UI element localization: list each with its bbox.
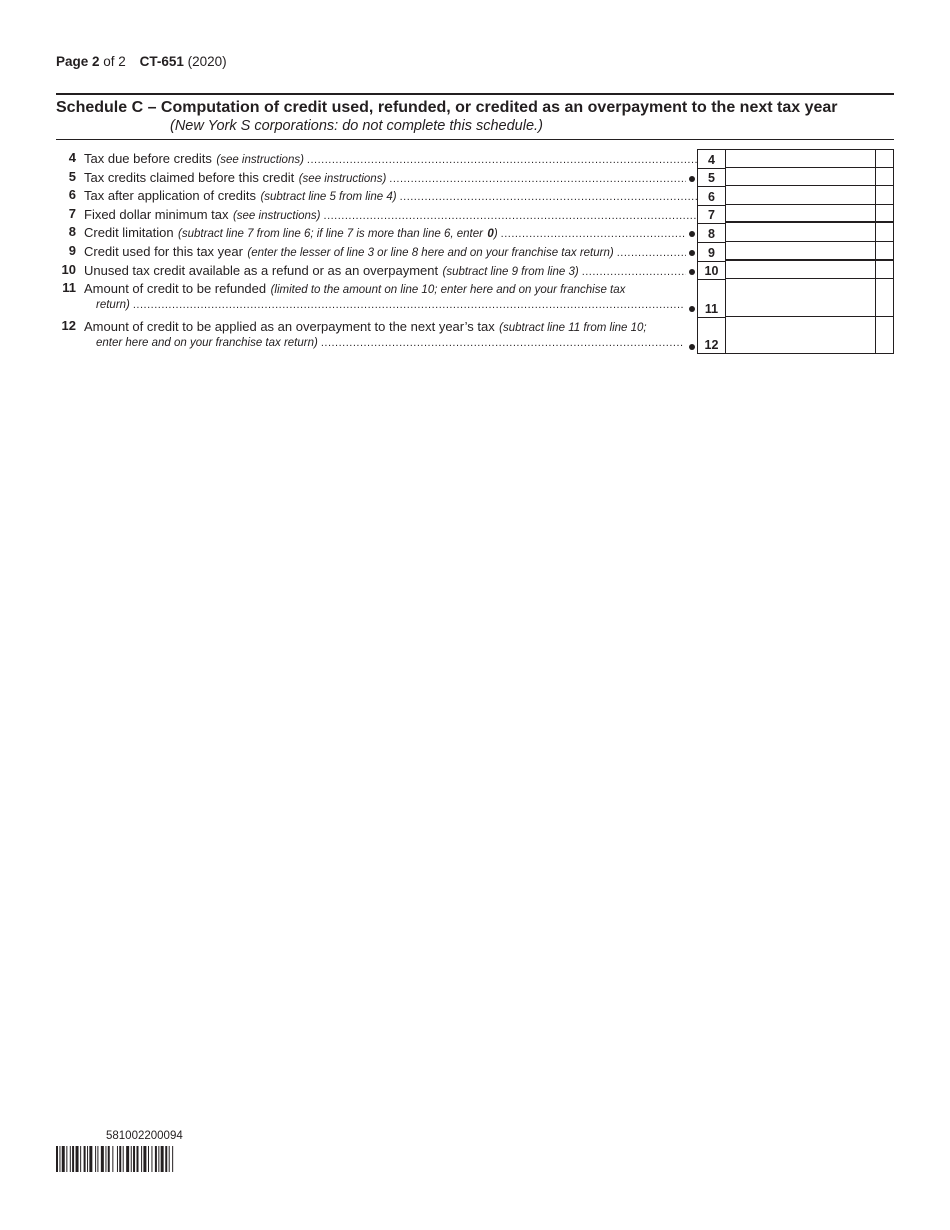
bullet-icon: [689, 344, 695, 350]
leader-dots: [307, 154, 724, 166]
cents-field-line-12[interactable]: [876, 317, 894, 354]
box-number: 10: [697, 261, 726, 280]
leader-dots: [582, 266, 686, 278]
box-number: 7: [697, 205, 726, 224]
cents-field-line-7[interactable]: [876, 205, 894, 224]
cents-field-line-5[interactable]: [876, 168, 894, 187]
line-description-continued: return) .....: [96, 299, 684, 311]
leader-dots: [400, 191, 724, 203]
box-number: 8: [697, 223, 726, 242]
leader-dots: [389, 173, 686, 185]
bullet-icon: [689, 250, 695, 256]
line-5: [56, 168, 894, 187]
box-number: 4: [697, 149, 726, 168]
line-number: 11: [62, 280, 76, 296]
line-10: [56, 261, 894, 280]
line-description-continued: enter here and on your franchise tax return) .....: [96, 337, 684, 349]
amount-field-line-9[interactable]: [726, 242, 876, 261]
schedule-title: Schedule C – Computation of credit used, refunded, or credited as an overpayment to the next tax year: [56, 99, 838, 116]
line-number: 10: [61, 261, 76, 277]
line-description: Tax after application of credits (subtract line 5 from line 4) .....: [84, 187, 724, 205]
box-number: 9: [697, 242, 726, 261]
schedule-bottom-rule: [56, 139, 894, 140]
box-number: 11: [697, 279, 726, 316]
schedule-subtitle: (New York S corporations: do not complete this schedule.): [170, 118, 543, 134]
barcode-number: 581002200094: [106, 1130, 183, 1142]
line-8: [56, 223, 894, 242]
cents-field-line-6[interactable]: [876, 186, 894, 205]
line-7: [56, 205, 894, 224]
page-number: Page 2: [56, 54, 100, 69]
leader-dots: [617, 247, 686, 259]
page-total: of 2: [103, 54, 126, 69]
line-description: Tax due before credits (see instructions) .....: [84, 150, 724, 168]
amount-field-line-6[interactable]: [726, 186, 876, 205]
leader-dots: [133, 299, 684, 311]
line-description: Fixed dollar minimum tax (see instructions) .....: [84, 206, 724, 224]
line-number: 8: [68, 224, 76, 240]
bullet-icon: [689, 231, 695, 237]
line-6: [56, 186, 894, 205]
barcode-icon: [56, 1146, 240, 1172]
line-number: 7: [68, 205, 76, 221]
line-4: [56, 149, 894, 168]
amount-field-line-7[interactable]: [726, 205, 876, 224]
bullet-icon: [689, 176, 695, 182]
line-description: Amount of credit to be applied as an overpayment to the next year’s tax (subtract line 11 from line 10;: [84, 318, 647, 334]
box-number: 5: [697, 168, 726, 187]
form-id: CT-651: [139, 54, 184, 69]
form-year: (2020): [187, 54, 227, 69]
line-12: [56, 317, 894, 354]
leader-dots: [321, 337, 684, 349]
line-description: Credit limitation (subtract line 7 from line 6; if line 7 is more than line 6, enter 0 ) .....: [84, 224, 686, 242]
cents-field-line-4[interactable]: [876, 149, 894, 168]
amount-field-line-12[interactable]: [726, 317, 876, 354]
line-description: Amount of credit to be refunded (limited to the amount on line 10; enter here and on your franchise tax: [84, 281, 626, 297]
line-number: 12: [61, 317, 76, 333]
bullet-icon: [689, 269, 695, 275]
box-number: 12: [697, 317, 726, 354]
line-9: [56, 242, 894, 261]
line-number: 9: [68, 242, 76, 258]
amount-field-line-11[interactable]: [726, 279, 876, 316]
bullet-icon: [689, 306, 695, 312]
cents-field-line-10[interactable]: [876, 261, 894, 280]
line-number: 5: [68, 168, 76, 184]
page-header: [56, 54, 227, 69]
line-description: Unused tax credit available as a refund or as an overpayment (subtract line 9 from line 3) .....: [84, 262, 686, 280]
line-number: 4: [68, 150, 76, 165]
box-number: 6: [697, 186, 726, 205]
amount-field-line-10[interactable]: [726, 261, 876, 280]
line-number: 6: [68, 187, 76, 203]
cents-field-line-9[interactable]: [876, 242, 894, 261]
leader-dots: [501, 228, 686, 240]
leader-dots: [324, 210, 724, 222]
cents-field-line-8[interactable]: [876, 223, 894, 242]
line-description: Credit used for this tax year (enter the lesser of line 3 or line 8 here and on your franchise tax return) .....: [84, 243, 686, 261]
schedule-c-lines: [56, 149, 894, 354]
cents-field-line-11[interactable]: [876, 279, 894, 316]
amount-field-line-4[interactable]: [726, 149, 876, 168]
amount-field-line-5[interactable]: [726, 168, 876, 187]
amount-field-line-8[interactable]: [726, 223, 876, 242]
schedule-top-rule: [56, 93, 894, 95]
line-description: Tax credits claimed before this credit (see instructions) .....: [84, 169, 686, 187]
line-11: [56, 279, 894, 316]
